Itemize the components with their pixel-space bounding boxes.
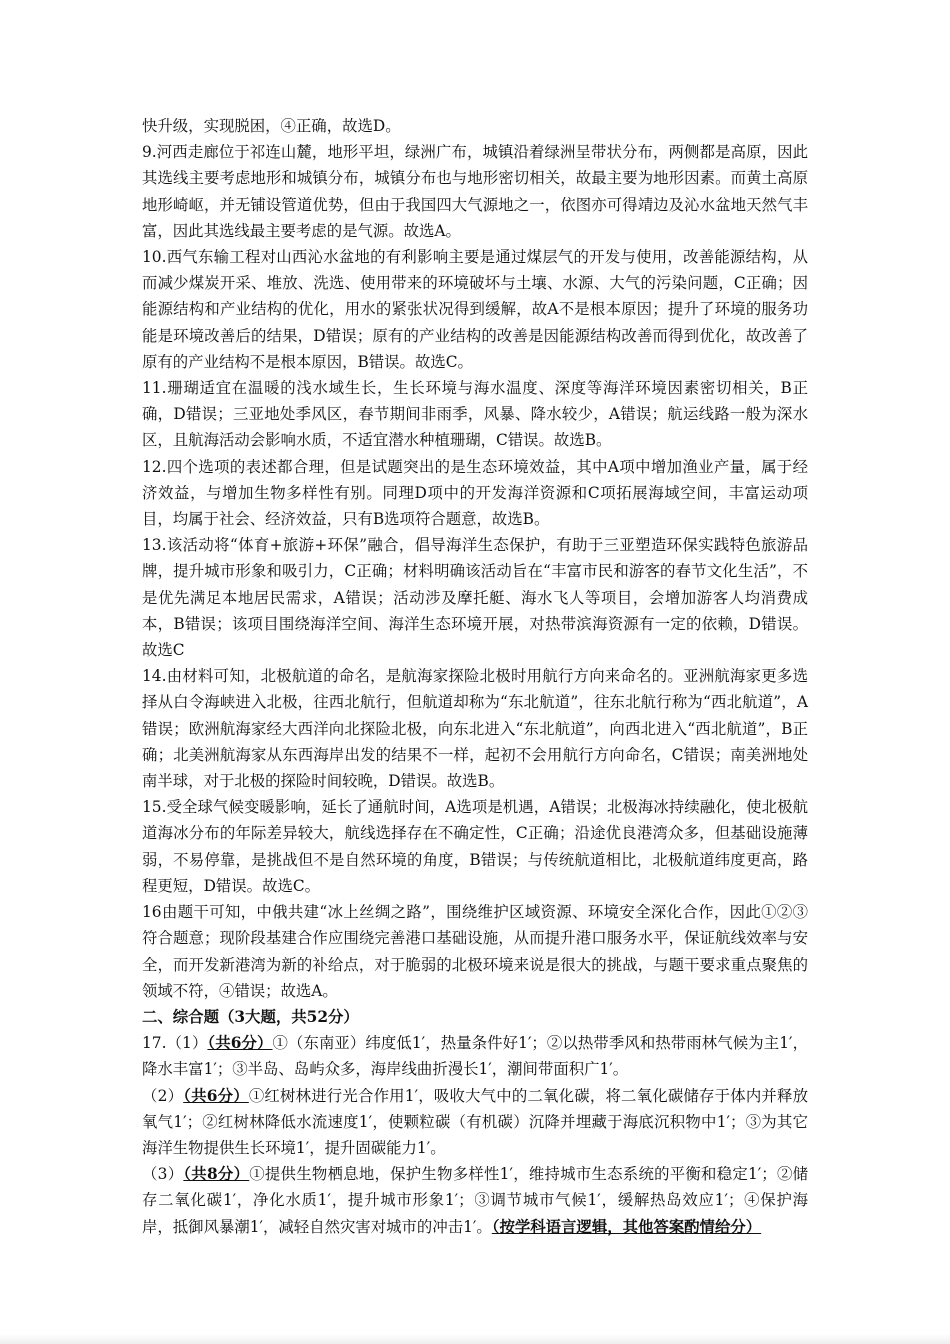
answer-14: 14.由材料可知，北极航道的命名，是航海家探险北极时用航行方向来命名的。亚洲航海家更多选择从白令海峡进入北极，往西北航行，但航道却称为“东北航道”，往东北航行称为“西北航道”，A错误；欧洲航海家经大西洋向北探险北极，向东北进入“东北航道”，向西北进入“西北航道”，B正确；北美洲航海家从东西海岸出发的结果不一样，起初不会用航行方向命名，C错误；南美洲地处南半球，对于北极的探险时间较晚，D错误。故选B。 <box>142 667 808 791</box>
answer-document <box>142 113 808 1240</box>
answer-15: 15.受全球气候变暖影响，延长了通航时间，A选项是机遇，A错误；北极海冰持续融化，使北极航道海冰分布的年际差异较大，航线选择存在不确定性，C正确；沿途优良港湾众多，但基础设施薄弱，不易停靠，是挑战但不是自然环境的角度，B错误；与传统航道相比，北极航道纬度更高，路程更短，D错误。故选C。 <box>142 798 808 895</box>
answer-9: 9.河西走廊位于祁连山麓，地形平坦，绿洲广布，城镇沿着绿洲呈带状分布，两侧都是高原，因此其选线主要考虑地形和城镇分布，城镇分布也与地形密切相关，故最主要为地形因素。而黄土高原地形崎岖，并无铺设管道优势，但由于我国四大气源地之一，依图亦可得靖边及沁水盆地天然气丰富，因此其选线最主要考虑的是气源。故选A。 <box>142 143 808 240</box>
answer-17-part-1 <box>142 1030 808 1082</box>
points-label: （共8分） <box>183 1165 250 1184</box>
scan-bottom-edge <box>0 1334 950 1344</box>
answer-16: 16由题干可知，中俄共建“冰上丝绸之路”，围绕维护区域资源、环境安全深化合作，因此①②③符合题意；现阶段基建合作应围绕完善港口基础设施，从而提升港口服务水平，保证航线效率与安全，而开发新港湾为新的补给点，对于脆弱的北极环境来说是很大的挑战，与题干要求重点聚焦的领域不符，④错误；故选A。 <box>142 903 808 1000</box>
grading-note: （按学科语言逻辑，其他答案酌情给分） <box>491 1217 762 1236</box>
answer-17-part-3 <box>142 1161 808 1240</box>
answer-17-part-2 <box>142 1083 808 1162</box>
answer-12: 12.四个选项的表述都合理，但是试题突出的是生态环境效益，其中A项中增加渔业产量，属于经济效益，与增加生物多样性有别。同理D项中的开发海洋资源和C项拓展海域空间，丰富运动项目，均属于社会、经济效益，只有B选项符合题意，故选B。 <box>142 457 808 529</box>
points-label: （共6分） <box>183 1086 249 1105</box>
answer-13: 13.该活动将“体育+旅游+环保”融合，倡导海洋生态保护，有助于三亚塑造环保实践特色旅游品牌，提升城市形象和吸引力，C正确；材料明确该活动旨在“丰富市民和游客的春节文化生活”，不是优先满足本地居民需求，A错误；活动涉及摩托艇、海水飞人等项目，会增加游客人均消费成本，B错误；该项目围绕海洋空间、海洋生态环境开展，对热带滨海资源有一定的依赖，D错误。故选C <box>142 536 808 660</box>
part-text: ①提供生物栖息地，保护生物多样性1′，维持城市生态系统的平衡和稳定1′；②储存二氧化碳1′，净化水质1′，提升城市形象1′；③调节城市气候1′，缓解热岛效应1′；④保护海岸，抵御风暴潮1′，减轻自然灾害对城市的冲击1′。 <box>142 1165 808 1236</box>
part-label: 17.（1） <box>142 1034 208 1053</box>
points-label: （共6分） <box>207 1034 273 1053</box>
part-label: （3） <box>142 1165 184 1184</box>
answer-11: 11.珊瑚适宜在温暖的浅水域生长，生长环境与海水温度、深度等海洋环境因素密切相关，B正确，D错误；三亚地处季风区，春节期间非雨季，风暴、降水较少，A错误；航运线路一般为深水区，且航海活动会影响水质，不适宜潜水种植珊瑚，C错误。故选B。 <box>142 379 808 450</box>
answer-10: 10.西气东输工程对山西沁水盆地的有利影响主要是通过煤层气的开发与使用，改善能源结构，从而减少煤炭开采、堆放、洗选、使用带来的环境破坏与土壤、水源、大气的污染问题，C正确；因能源结构和产业结构的优化，用水的紧张状况得到缓解，故A不是根本原因；提升了环境的服务功能是环境改善后的结果，D错误；原有的产业结构的改善是因能源结构改善而得到优化，故改善了原有的产业结构不是根本原因，B错误。故选C。 <box>142 248 808 371</box>
paragraph-continuation: 快升级，实现脱困，④正确，故选D。 <box>142 117 401 135</box>
part-text: ①红树林进行光合作用1′，吸收大气中的二氧化碳，将二氧化碳储存于体内并释放氧气1′；②红树林降低水流速度1′，使颗粒碳（有机碳）沉降并埋藏于海底沉积物中1′；③为其它海洋生物提供生长环境1′，提升固碳能力1′。 <box>142 1086 808 1157</box>
section-heading: 二、综合题（3大题，共52分） <box>142 1007 359 1026</box>
part-label: （2） <box>142 1086 184 1105</box>
part-text: ①（东南亚）纬度低1′，热量条件好1′；②以热带季风和热带雨林气候为主1′，降水丰富1′；③半岛、岛屿众多，海岸线曲折漫长1′，潮间带面积广1′。 <box>142 1034 808 1079</box>
